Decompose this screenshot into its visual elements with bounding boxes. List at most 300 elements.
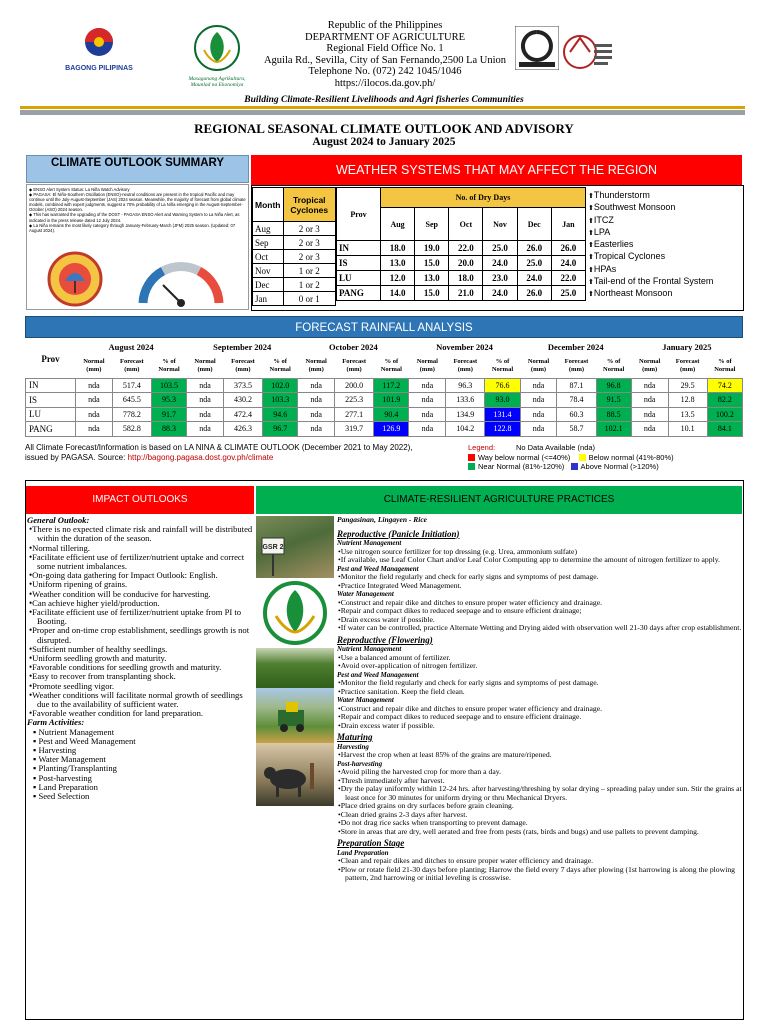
carabao-plowing-photo	[256, 743, 334, 806]
fra-normal: nda	[76, 422, 113, 437]
legend-below: Below normal (41%-80%)	[588, 452, 674, 462]
fra-percent: 122.8	[485, 422, 520, 437]
table-row	[253, 236, 336, 250]
fra-subheader: % of Normal	[269, 358, 291, 373]
dd-month: Oct	[449, 208, 483, 241]
fra-forecast: 29.5	[668, 378, 707, 393]
legend-near: Near Normal (81%-120%)	[478, 462, 565, 471]
fra-month-header: November 2024	[436, 342, 493, 352]
table-row	[337, 256, 586, 271]
practice-item: • Place dried grains on dry surfaces before grain cleaning.	[337, 802, 742, 811]
farm-activity-item: ▪ Harvesting	[41, 746, 253, 755]
fra-subheader: Forecast (mm)	[119, 358, 144, 373]
header-divider-gray	[20, 110, 745, 115]
fra-normal: nda	[631, 422, 668, 437]
fra-subheader: Normal (mm)	[194, 358, 216, 373]
general-outlook-item: • On-going data gathering for Impact Outlook: English.	[37, 571, 253, 580]
practice-list	[337, 705, 742, 731]
fra-normal: nda	[409, 407, 446, 422]
tc-header-cyclones: Tropical Cyclones	[283, 188, 336, 222]
general-outlook-item: • Weather condition will be conducive for harvesting.	[37, 590, 253, 599]
svg-text:BAGONG PILIPINAS: BAGONG PILIPINAS	[65, 65, 133, 72]
dd-value: 24.0	[517, 271, 551, 286]
weather-system-item: ⬆ Tail-end of the Frontal System	[588, 276, 744, 288]
dd-value: 14.0	[381, 286, 415, 301]
fra-percent: 117.2	[374, 378, 409, 393]
tc-month: Jan	[253, 292, 284, 306]
fra-normal: nda	[76, 393, 113, 408]
fra-province: LU	[26, 407, 76, 422]
header-line-2: DEPARTMENT OF AGRICULTURE	[304, 31, 465, 43]
practice-group-title: Pest and Weed Management	[337, 670, 419, 679]
tagline: Building Climate-Resilient Livelihoods and Agri fisheries Communities	[244, 95, 524, 105]
fra-percent: 82.2	[707, 393, 742, 408]
table-row	[26, 407, 743, 422]
farm-activity-item: ▪ Pest and Weed Management	[41, 737, 253, 746]
legend-red-swatch	[468, 454, 475, 461]
table-row	[253, 278, 336, 292]
fra-percent: 100.2	[707, 407, 742, 422]
dd-value: 24.0	[551, 256, 585, 271]
general-outlook-item: • Weather conditions will facilitate normal growth of seedlings due to the availability of sufficient water.	[37, 691, 253, 709]
dd-value: 18.0	[449, 271, 483, 286]
practice-item: • Practice Integrated Weed Management.	[337, 582, 742, 591]
farm-activity-item: ▪ Planting/Transplanting	[41, 764, 253, 773]
fra-percent: 96.8	[596, 378, 631, 393]
fra-normal: nda	[409, 422, 446, 437]
practice-group-title: Nutrient Management	[337, 645, 402, 653]
dd-month: Jan	[551, 208, 585, 241]
fra-subheader: % of Normal	[603, 358, 625, 373]
dd-value: 12.0	[381, 271, 415, 286]
fra-forecast: 373.5	[223, 378, 262, 393]
tc-month: Dec	[253, 278, 284, 292]
practice-item: • Monitor the field regularly and check for early signs and symptoms of pest damage.	[337, 573, 742, 582]
fra-province: PANG	[26, 422, 76, 437]
practice-item: • Do not drag rice sacks when transporting to prevent damage.	[337, 819, 742, 828]
tc-month: Aug	[253, 222, 284, 236]
weather-system-item: ⬆ ITCZ	[588, 215, 744, 227]
tc-month: Oct	[253, 250, 284, 264]
fra-normal: nda	[520, 422, 557, 437]
la-nina-icon	[47, 251, 103, 307]
practice-item: • Construct and repair dike and ditches to ensure proper water efficiency and drainage.	[337, 705, 742, 714]
dd-value: 13.0	[381, 256, 415, 271]
weather-system-item: ⬆ HPAs	[588, 264, 744, 276]
practice-item: • Use nitrogen source fertilizer for top dressing (e.g. Urea, ammonium sulfate)	[337, 548, 742, 557]
fra-percent: 91.7	[151, 407, 186, 422]
fra-month-header: October 2024	[329, 342, 378, 352]
practice-group-title: Harvesting	[337, 742, 369, 751]
forecast-source-note	[25, 443, 465, 462]
tc-count: 0 or 1	[283, 292, 336, 306]
summary-bullet: ◆ PAGASA: El Niño-Southern Oscillation (ENSO)-neutral conditions are present in the tropical Pacific and may continue until the July-August-September (JAS) 2024 season. Meanwhile, the majority of forecast from global climate models, combined with expert judgments, suggest a 70% probability of La Niña emerging in the August-September-October (ASO) 2024 season.	[29, 192, 247, 212]
fra-forecast: 200.0	[335, 378, 374, 393]
general-outlook-item: • Uniform seedling growth and maturity.	[37, 654, 253, 663]
general-outlook-item: • Favorable weather condition for land preparation.	[37, 709, 253, 718]
tc-month: Sep	[253, 236, 284, 250]
farm-activities-list	[27, 728, 253, 802]
general-outlook-item: • Sufficient number of healthy seedlings.	[37, 645, 253, 654]
legend-blue-swatch	[571, 463, 578, 470]
tc-count: 2 or 3	[283, 236, 336, 250]
dd-value: 22.0	[551, 271, 585, 286]
fra-forecast: 225.3	[335, 393, 374, 408]
fra-forecast: 430.2	[223, 393, 262, 408]
dd-month: Sep	[415, 208, 449, 241]
fra-normal: nda	[298, 378, 335, 393]
dd-month: Nov	[483, 208, 517, 241]
tc-count: 2 or 3	[283, 222, 336, 236]
dd-value: 24.0	[483, 256, 517, 271]
tc-header-month: Month	[253, 188, 284, 222]
dd-value: 19.0	[415, 241, 449, 256]
dd-value: 20.0	[449, 256, 483, 271]
dd-value: 13.0	[415, 271, 449, 286]
svg-text:Masaganang Agrikultura,: Masaganang Agrikultura,	[188, 76, 246, 82]
table-row	[253, 264, 336, 278]
dd-value: 26.0	[551, 241, 585, 256]
fra-province: IN	[26, 378, 76, 393]
practice-item: • Repair and compact dikes to reduced seepage and to ensure efficient drainage.	[337, 713, 742, 722]
dd-value: 15.0	[415, 286, 449, 301]
fra-forecast: 277.1	[335, 407, 374, 422]
table-row	[337, 286, 586, 301]
practice-group-title: Water Management	[337, 590, 394, 598]
practice-item: • Practice sanitation. Keep the field clean.	[337, 688, 742, 697]
weather-system-item: ⬆ LPA	[588, 227, 744, 239]
fra-month-header: January 2025	[662, 342, 712, 352]
practice-item: • Avoid over-application of nitrogen fertilizer.	[337, 662, 742, 671]
fra-normal: nda	[298, 407, 335, 422]
dd-value: 21.0	[449, 286, 483, 301]
practice-item: • Drain excess water if possible.	[337, 722, 742, 731]
fra-subheader: Forecast (mm)	[453, 358, 478, 373]
practice-list	[337, 768, 742, 836]
legend-way-below: Way below normal (<=40%)	[478, 452, 571, 462]
fra-normal: nda	[76, 407, 113, 422]
sign-label: GSR 2	[262, 544, 284, 551]
fra-subheader: % of Normal	[714, 358, 736, 373]
practices-location: Pangasinan, Lingayen - Rice	[337, 515, 428, 524]
pab-accreditation-logo	[560, 30, 616, 80]
table-row	[253, 292, 336, 306]
fra-normal: nda	[631, 378, 668, 393]
farm-activity-item: ▪ Seed Selection	[41, 792, 253, 801]
bagong-pilipinas-logo	[58, 22, 140, 74]
note-line-1: All Climate Forecast/Information is based on LA NINA & CLIMATE OUTLOOK (December 2021 to May 2022),	[25, 443, 413, 452]
page-subtitle: August 2024 to January 2025	[312, 136, 456, 148]
header-line-4: Aguila Rd., Sevilla, City of San Fernando,2500 La Union	[263, 54, 507, 66]
dd-value: 25.0	[551, 286, 585, 301]
weather-system-item: ⬆ Thunderstorm	[588, 190, 744, 202]
fra-prov-header: Prov	[41, 353, 60, 364]
legend-title: Legend:	[468, 443, 496, 452]
stage-title: Reproductive (Flowering)	[337, 634, 433, 645]
fra-subheader: Normal (mm)	[639, 358, 661, 373]
dd-value: 26.0	[517, 286, 551, 301]
fra-forecast: 319.7	[335, 422, 374, 437]
fra-percent: 101.9	[374, 393, 409, 408]
impact-outlooks-heading: IMPACT OUTLOOKS	[26, 486, 254, 514]
practice-item: • Use a balanced amount of fertilizer.	[337, 654, 742, 663]
agency-header	[230, 20, 540, 89]
weather-system-item: ⬆ Tropical Cyclones	[588, 251, 744, 263]
fra-percent: 103.3	[263, 393, 298, 408]
harvester-photo	[256, 688, 334, 743]
practice-list	[337, 573, 742, 590]
fra-percent: 90.4	[374, 407, 409, 422]
fra-subheader: Forecast (mm)	[342, 358, 366, 373]
dd-province: LU	[337, 271, 381, 286]
general-outlook-item: • Can achieve higher yield/production.	[37, 599, 253, 608]
practices-content	[337, 516, 742, 883]
climate-outlook-summary-heading: CLIMATE OUTLOOK SUMMARY	[26, 155, 249, 183]
stage-title: Maturing	[337, 732, 373, 742]
fra-subheader: % of Normal	[380, 358, 402, 373]
fra-province: IS	[26, 393, 76, 408]
fra-percent: 103.5	[151, 378, 186, 393]
dd-month: Dec	[517, 208, 551, 241]
practice-list	[337, 654, 742, 671]
fra-normal: nda	[187, 422, 224, 437]
fra-forecast: 87.1	[557, 378, 596, 393]
fra-forecast: 582.8	[112, 422, 151, 437]
climate-outlook-summary-panel	[26, 184, 249, 310]
practice-item: • Harvest the crop when at least 85% of the grains are mature/ripened.	[337, 751, 742, 760]
dd-province: IN	[337, 241, 381, 256]
fra-percent: 84.1	[707, 422, 742, 437]
dd-value: 26.0	[517, 241, 551, 256]
practice-item: • Store in areas that are dry, well aerated and free from pests (rats, birds and bugs) and use pallets to prevent damping.	[337, 828, 742, 837]
forecast-rainfall-table	[25, 340, 743, 437]
dd-province: IS	[337, 256, 381, 271]
fra-subheader: Forecast (mm)	[231, 358, 255, 373]
fra-percent: 102.0	[263, 378, 298, 393]
farm-activities-title: Farm Activities:	[27, 717, 85, 728]
general-outlook-item: • Proper and on-time crop establishment, seedlings growth is not disrupted.	[37, 626, 253, 644]
table-row	[337, 241, 586, 256]
fra-forecast: 96.3	[446, 378, 485, 393]
summary-bullet: ◆ This has warranted the upgrading of the DOST - PAGASA ENSO Alert and Warning System to La Niña Alert, as indicated in the press release dated 12 July 2024.	[29, 212, 247, 222]
weather-system-item: ⬆ Southwest Monsoon	[588, 202, 744, 214]
general-outlook-item: • Facilitate efficient use of fertilizer/nutrient uptake from PI to Booting.	[37, 608, 253, 626]
general-outlook-item: • Uniform ripening of grains.	[37, 580, 253, 589]
fra-percent: 88.5	[596, 407, 631, 422]
fra-forecast: 104.2	[446, 422, 485, 437]
fra-subheader: Normal (mm)	[416, 358, 438, 373]
fra-percent: 93.0	[485, 393, 520, 408]
fra-forecast: 778.2	[112, 407, 151, 422]
summary-bullets	[29, 187, 247, 233]
table-row	[253, 250, 336, 264]
legend-green-swatch	[468, 463, 475, 470]
fra-normal: nda	[520, 393, 557, 408]
tc-count: 2 or 3	[283, 250, 336, 264]
weather-systems-heading: WEATHER SYSTEMS THAT MAY AFFECT THE REGION	[251, 155, 742, 185]
fra-normal: nda	[187, 378, 224, 393]
table-row	[26, 422, 743, 437]
practice-list	[337, 679, 742, 696]
header-website[interactable]: https://ilocos.da.gov.ph/	[334, 77, 436, 89]
legend-nda: No Data Available (nda)	[515, 443, 596, 452]
rice-field-sign-photo	[256, 516, 334, 578]
practice-group-title: Water Management	[337, 696, 394, 704]
fra-forecast: 645.5	[112, 393, 151, 408]
rainfall-legend	[468, 443, 748, 472]
table-row	[337, 271, 586, 286]
source-link[interactable]: http://bagong.pagasa.dost.gov.ph/climate	[127, 452, 274, 462]
legend-yellow-swatch	[579, 454, 586, 461]
fra-forecast: 60.3	[557, 407, 596, 422]
fra-normal: nda	[298, 393, 335, 408]
summary-bullet: ◆ ENSO Alert System Status: La Niña Watch Advisory	[29, 187, 247, 192]
dd-month: Aug	[381, 208, 415, 241]
practice-item: • Clean dried grains 2-3 days after harvest.	[337, 811, 742, 820]
rice-crop-photo	[256, 648, 334, 688]
fra-percent: 131.4	[485, 407, 520, 422]
fra-percent: 91.5	[596, 393, 631, 408]
practice-list	[337, 548, 742, 565]
weather-system-item: ⬆ Northeast Monsoon	[588, 288, 744, 300]
practice-item: • If available, use Leaf Color Chart and/or Leaf Color Computing app to determine the amount of nitrogen fertilizer to apply.	[337, 556, 742, 565]
fra-subheader: Normal (mm)	[527, 358, 550, 373]
fra-normal: nda	[187, 393, 224, 408]
page-title: REGIONAL SEASONAL CLIMATE OUTLOOK AND ADVISORY	[194, 121, 574, 136]
dry-days-table	[336, 187, 586, 301]
practice-group-title: Land Preparation	[337, 848, 389, 857]
weather-systems-list	[588, 190, 744, 301]
general-outlook-item: • Normal tillering.	[37, 544, 253, 553]
general-outlook-item: • Favorable conditions for seedling growth and maturity.	[37, 663, 253, 672]
practice-item: • If water can be controlled, practice Alternate Wetting and Drying aided with observation well 21-30 days after crop establishment.	[337, 624, 742, 633]
fra-percent: 95.3	[151, 393, 186, 408]
fra-normal: nda	[631, 407, 668, 422]
fra-percent: 126.9	[374, 422, 409, 437]
farm-activity-item: ▪ Land Preparation	[41, 783, 253, 792]
fra-normal: nda	[520, 378, 557, 393]
practices-heading: CLIMATE-RESILIENT AGRICULTURE PRACTICES	[256, 486, 742, 514]
fra-subheader: Normal (mm)	[305, 358, 327, 373]
general-outlook-list	[27, 525, 253, 718]
header-line-5: Telephone No. (072) 242 1045/1046	[308, 66, 462, 77]
practice-item: • Thresh immediately after harvest.	[337, 777, 742, 786]
table-row	[253, 222, 336, 236]
dd-value: 22.0	[449, 241, 483, 256]
impact-outlooks-content	[27, 516, 253, 801]
practice-item: • Plow or rotate field 21-30 days before planting; Harrow the field every 7 days after plowing (1st harrowing is along the plowing pattern, 2nd harrowing or initial leveling is crosswise.	[337, 866, 742, 883]
fra-forecast: 133.6	[446, 393, 485, 408]
practice-item: • Construct and repair dike and ditches to ensure proper water efficiency and drainage.	[337, 599, 742, 608]
fra-normal: nda	[298, 422, 335, 437]
practice-group-title: Post-harvesting	[337, 759, 383, 768]
fra-normal: nda	[520, 407, 557, 422]
fra-normal: nda	[409, 378, 446, 393]
legend-above: Above Normal (>120%)	[580, 462, 659, 471]
farm-activity-item: ▪ Nutrient Management	[41, 728, 253, 737]
fra-normal: nda	[76, 378, 113, 393]
fra-forecast: 517.4	[112, 378, 151, 393]
fra-forecast: 12.8	[668, 393, 707, 408]
fra-percent: 102.1	[596, 422, 631, 437]
practice-item: • Drain excess water if possible.	[337, 616, 742, 625]
dry-days-title: No. of Dry Days	[381, 188, 586, 208]
forecast-rainfall-heading: FORECAST RAINFALL ANALYSIS	[25, 316, 743, 338]
fra-normal: nda	[409, 393, 446, 408]
farm-activity-item: ▪ Water Management	[41, 755, 253, 764]
practice-list	[337, 599, 742, 633]
fra-forecast: 472.4	[223, 407, 262, 422]
fra-month-header: December 2024	[547, 342, 604, 352]
iso-certification-logo	[515, 26, 559, 70]
header-line-1: Republic of the Philippines	[327, 20, 443, 31]
fra-forecast: 58.7	[557, 422, 596, 437]
fra-normal: nda	[631, 393, 668, 408]
dd-prov-header: Prov	[337, 188, 381, 241]
practice-group-title: Nutrient Management	[337, 539, 402, 547]
header-divider-gold	[20, 106, 745, 109]
fra-normal: nda	[187, 407, 224, 422]
fra-percent: 88.3	[151, 422, 186, 437]
general-outlook-item: • Facilitate efficient use of fertilizer/nutrient uptake and correct some nutrient imbalances.	[37, 553, 253, 571]
note-line-2: issued by PAGASA. Source:	[25, 452, 128, 462]
fra-subheader: Forecast (mm)	[675, 358, 700, 373]
practice-item: • Dry the palay uniformly within 12-24 hrs. after harvesting/threshing by solar drying – spreading palay under sun. Stir the grains at least once for 30 minutes for uniform drying or thru Mechanical Dryers.	[337, 785, 742, 802]
fra-percent: 74.2	[707, 378, 742, 393]
fra-subheader: % of Normal	[491, 358, 514, 373]
tc-count: 1 or 2	[283, 278, 336, 292]
stage-title: Reproductive (Panicle Initiation)	[337, 528, 460, 539]
fra-forecast: 13.5	[668, 407, 707, 422]
farm-activity-item: ▪ Post-harvesting	[41, 774, 253, 783]
fra-subheader: Forecast (mm)	[564, 358, 589, 373]
practice-group-title: Pest and Weed Management	[337, 564, 419, 573]
header-line-3: Regional Field Office No. 1	[326, 43, 444, 54]
summary-bullet: ◆ La Niña remains the most likely category through January-February-March (JFM) 2025 season. (Updated: 07 August 2024).	[29, 223, 247, 233]
fra-subheader: % of Normal	[158, 358, 180, 373]
dd-value: 25.0	[517, 256, 551, 271]
dd-value: 25.0	[483, 241, 517, 256]
fra-forecast: 426.3	[223, 422, 262, 437]
fra-forecast: 78.4	[557, 393, 596, 408]
table-row	[26, 378, 743, 393]
general-outlook-item: • Promote seedling vigor.	[37, 682, 253, 691]
practice-list	[337, 857, 742, 883]
weather-system-item: ⬆ Easterlies	[588, 239, 744, 251]
general-outlook-item: • There is no expected climate risk and rainfall will be distributed within the duration of the season.	[37, 525, 253, 543]
practice-list	[337, 751, 742, 760]
fra-month-header: September 2024	[213, 342, 272, 352]
dd-value: 15.0	[415, 256, 449, 271]
dd-value: 24.0	[483, 286, 517, 301]
fra-forecast: 134.9	[446, 407, 485, 422]
dd-province: PANG	[337, 286, 381, 301]
general-outlook-title: General Outlook:	[27, 515, 90, 525]
fra-percent: 96.7	[263, 422, 298, 437]
tc-month: Nov	[253, 264, 284, 278]
fra-month-header: August 2024	[108, 342, 154, 352]
tropical-cyclone-table	[252, 187, 336, 306]
svg-text:Maunlad na Ekonomiya: Maunlad na Ekonomiya	[190, 82, 244, 88]
fra-percent: 76.6	[485, 378, 520, 393]
general-outlook-item: • Easy to recover from transplanting shock.	[37, 672, 253, 681]
fra-forecast: 10.1	[668, 422, 707, 437]
dd-value: 23.0	[483, 271, 517, 286]
tc-count: 1 or 2	[283, 264, 336, 278]
dd-value: 18.0	[381, 241, 415, 256]
stage-title: Preparation Stage	[337, 838, 405, 848]
practice-item: • Repair and compact dikes to reduced seepage and to ensure efficient drainage;	[337, 607, 742, 616]
